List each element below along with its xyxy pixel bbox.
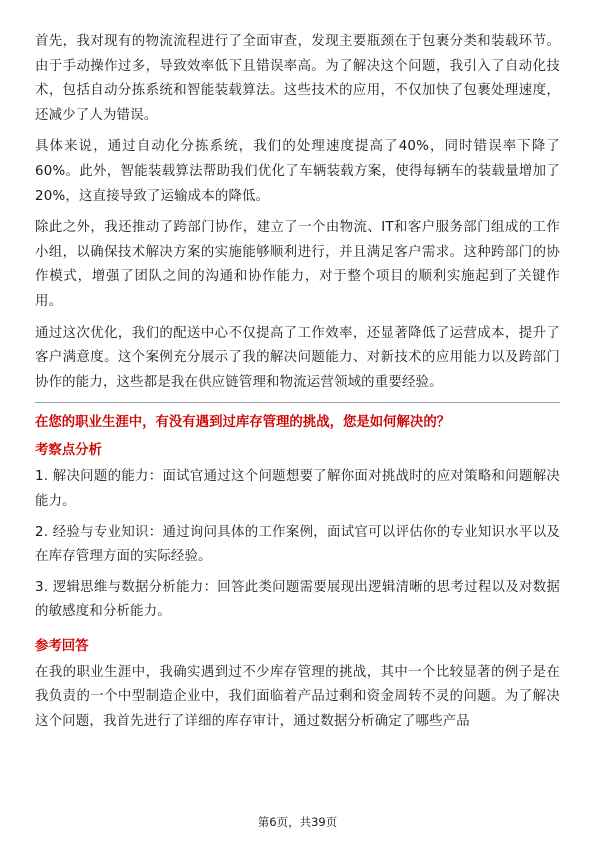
body-paragraph-2: 具体来说，通过自动化分拣系统，我们的处理速度提高了40%，同时错误率下降了60%。此外，智能装载算法帮助我们优化了车辆装载方案，使得每辆车的装载量增加了20%，这直接导致了运输成本的降低。 <box>35 139 560 204</box>
body-paragraph-4: 通过这次优化，我们的配送中心不仅提高了工作效率，还显著降低了运营成本，提升了客户满意度。这个案例充分展示了我的解决问题能力、对新技术的应用能力以及跨部门协作的能力，这些都是我在供应链管理和物流运营领域的重要经验。 <box>35 325 560 390</box>
analysis-item-2: 2. 经验与专业知识：通过询问具体的工作案例，面试官可以评估你的专业知识水平以及在库存管理方面的实际经验。 <box>35 524 560 565</box>
answer-title: 参考回答 <box>35 638 89 654</box>
page-content <box>35 30 560 742</box>
analysis-item-3: 3. 逻辑思维与数据分析能力：回答此类问题需要展现出逻辑清晰的思考过程以及对数据的敏感度和分析能力。 <box>35 579 560 620</box>
body-paragraph-1: 首先，我对现有的物流流程进行了全面审查，发现主要瓶颈在于包裹分类和装载环节。由于手动操作过多，导致效率低下且错误率高。为了解决这个问题，我引入了自动化技术，包括自动分拣系统和智能装载算法。这些技术的应用，不仅加快了包裹处理速度，还减少了人为错误。 <box>35 34 560 123</box>
analysis-title: 考察点分析 <box>35 443 102 459</box>
page-footer: 第6页，共39页 <box>257 815 338 829</box>
answer-paragraph-1: 在我的职业生涯中，我确实遇到过不少库存管理的挑战，其中一个比较显著的例子是在我负责的一个中型制造企业中，我们面临着产品过剩和资金周转不灵的问题。为了解决这个问题，我首先进行了详细的库存审计，通过数据分析确定了哪些产品 <box>35 664 560 730</box>
interview-question: 在您的职业生涯中，有没有遇到过库存管理的挑战，您是如何解决的？ <box>35 415 451 431</box>
analysis-item-1: 1. 解决问题的能力：面试官通过这个问题想要了解你面对挑战时的应对策略和问题解决能力。 <box>35 469 560 509</box>
body-paragraph-3: 除此之外，我还推动了跨部门协作，建立了一个由物流、IT和客户服务部门组成的工作小组，以确保技术解决方案的实施能够顺利进行，并且满足客户需求。这种跨部门的协作模式，增强了团队之间的沟通和协作能力，对于整个项目的顺利实施起到了关键作用。 <box>35 220 560 309</box>
section-divider <box>35 402 560 403</box>
